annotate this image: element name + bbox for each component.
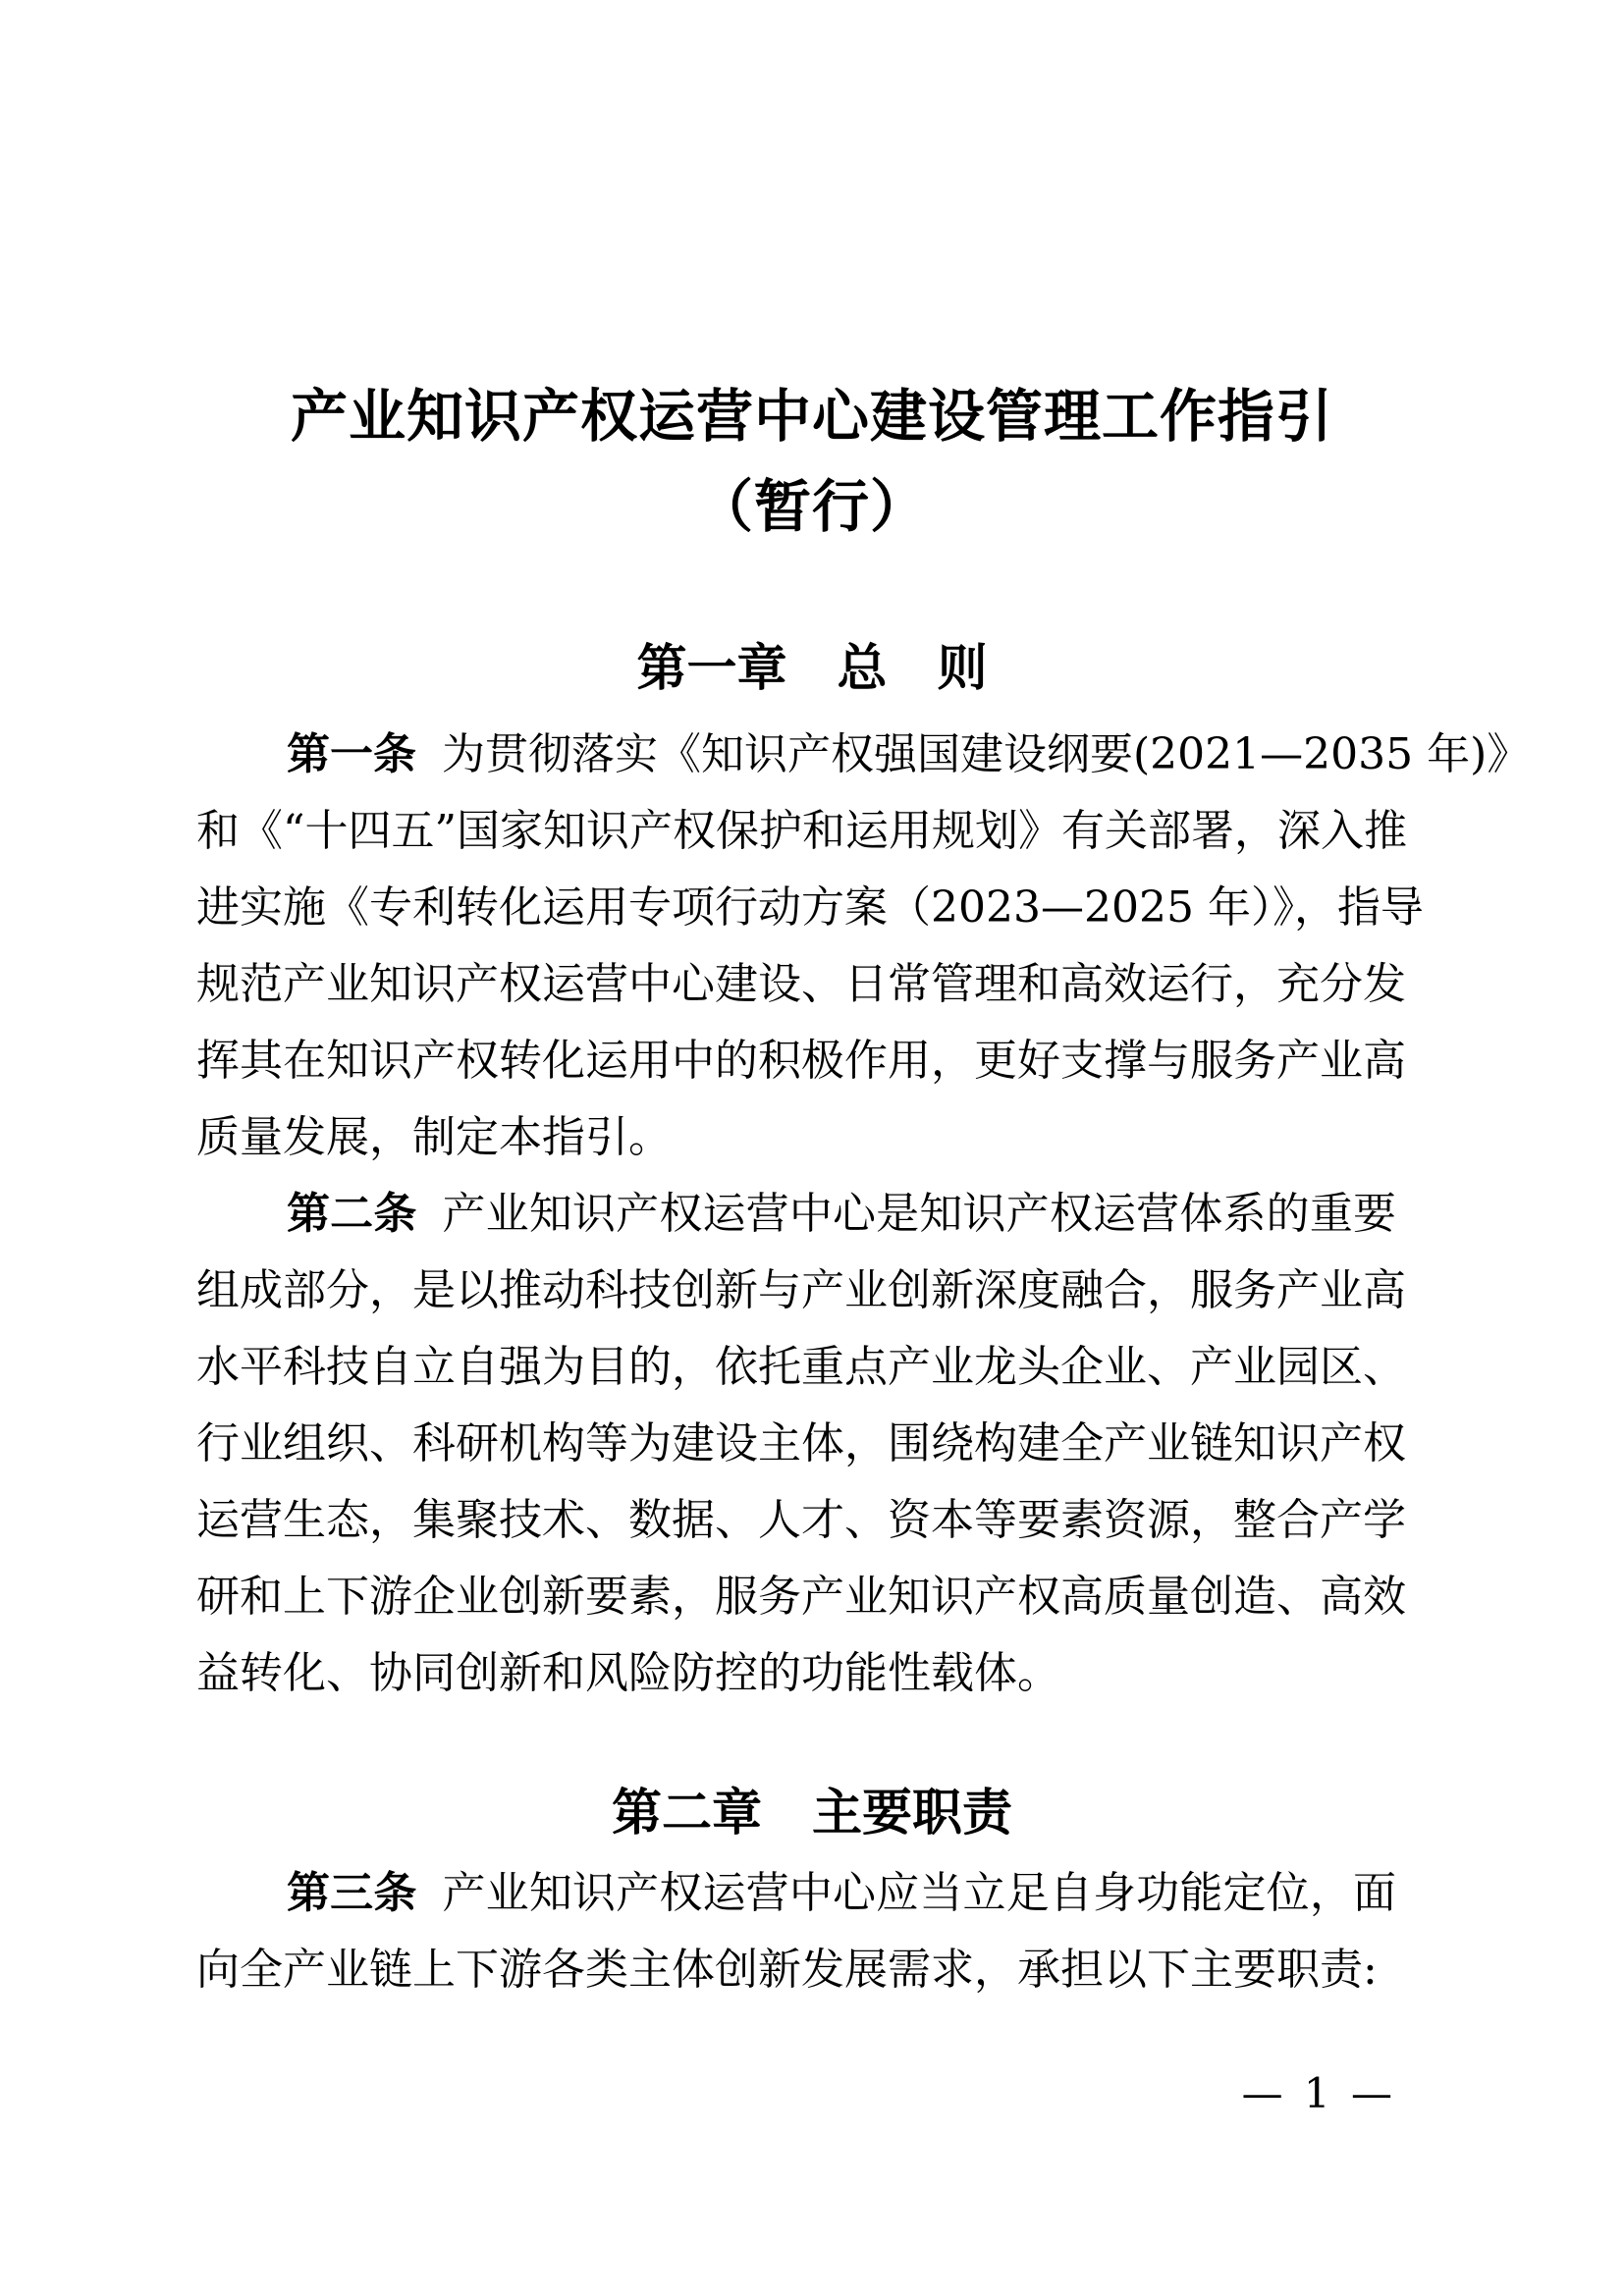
page-number: — 1 — xyxy=(1241,2069,1396,2117)
body-line: 益转化、协同创新和风险防控的功能性载体。 xyxy=(196,1648,1060,1698)
body-line: 和《“十四五”国家知识产权保护和运用规划》有关部署，深入推 xyxy=(196,806,1407,856)
body-line: 进实施《专利转化运用专项行动方案（2023—2025 年）》，指导 xyxy=(196,882,1424,933)
article-2-label: 第二条 xyxy=(287,1189,417,1239)
body-line: 运营生态，集聚技术、数据、人才、资本等要素资源，整合产学 xyxy=(196,1495,1406,1545)
body-line: 质量发展，制定本指引。 xyxy=(196,1112,672,1162)
body-line: 行业组织、科研机构等为建设主体，围绕构建全产业链知识产权 xyxy=(196,1418,1406,1468)
body-line xyxy=(196,717,1531,793)
body-line-text: 产业知识产权运营中心是知识产权运营体系的重要 xyxy=(442,1189,1396,1239)
body-line xyxy=(196,1176,1396,1253)
article-1-label: 第一条 xyxy=(287,729,416,779)
body-line: 水平科技自立自强为目的，依托重点产业龙头企业、产业园区、 xyxy=(196,1342,1406,1392)
body-line: 研和上下游企业创新要素，服务产业知识产权高质量创造、高效 xyxy=(196,1572,1406,1622)
body-line-text: 为贯彻落实《知识产权强国建设纲要(2021—2035 年)》 xyxy=(442,729,1531,779)
body-line: 组成部分，是以推动科技创新与产业创新深度融合，服务产业高 xyxy=(196,1265,1406,1315)
chapter-1-heading: 第一章 总 则 xyxy=(636,640,988,698)
article-2-paragraph xyxy=(196,1176,1406,1712)
article-3-label: 第三条 xyxy=(287,1868,417,1918)
article-1-paragraph xyxy=(196,717,1531,1176)
body-line xyxy=(196,1855,1396,1932)
chapter-2-heading: 第二章 主要职责 xyxy=(611,1785,1012,1842)
body-line: 向全产业链上下游各类主体创新发展需求，承担以下主要职责: xyxy=(196,1945,1378,1995)
body-line: 规范产业知识产权运营中心建设、日常管理和高效运行，充分发 xyxy=(196,959,1406,1009)
body-line-text: 产业知识产权运营中心应当立足自身功能定位，面 xyxy=(442,1868,1396,1918)
article-3-paragraph xyxy=(196,1855,1396,2008)
document-title-line-2: （暂行） xyxy=(695,473,928,540)
document-title xyxy=(0,371,1624,552)
document-title-line-1: 产业知识产权运营中心建设管理工作指引 xyxy=(290,383,1333,450)
body-line: 挥其在知识产权转化运用中的积极作用，更好支撑与服务产业高 xyxy=(196,1036,1406,1086)
